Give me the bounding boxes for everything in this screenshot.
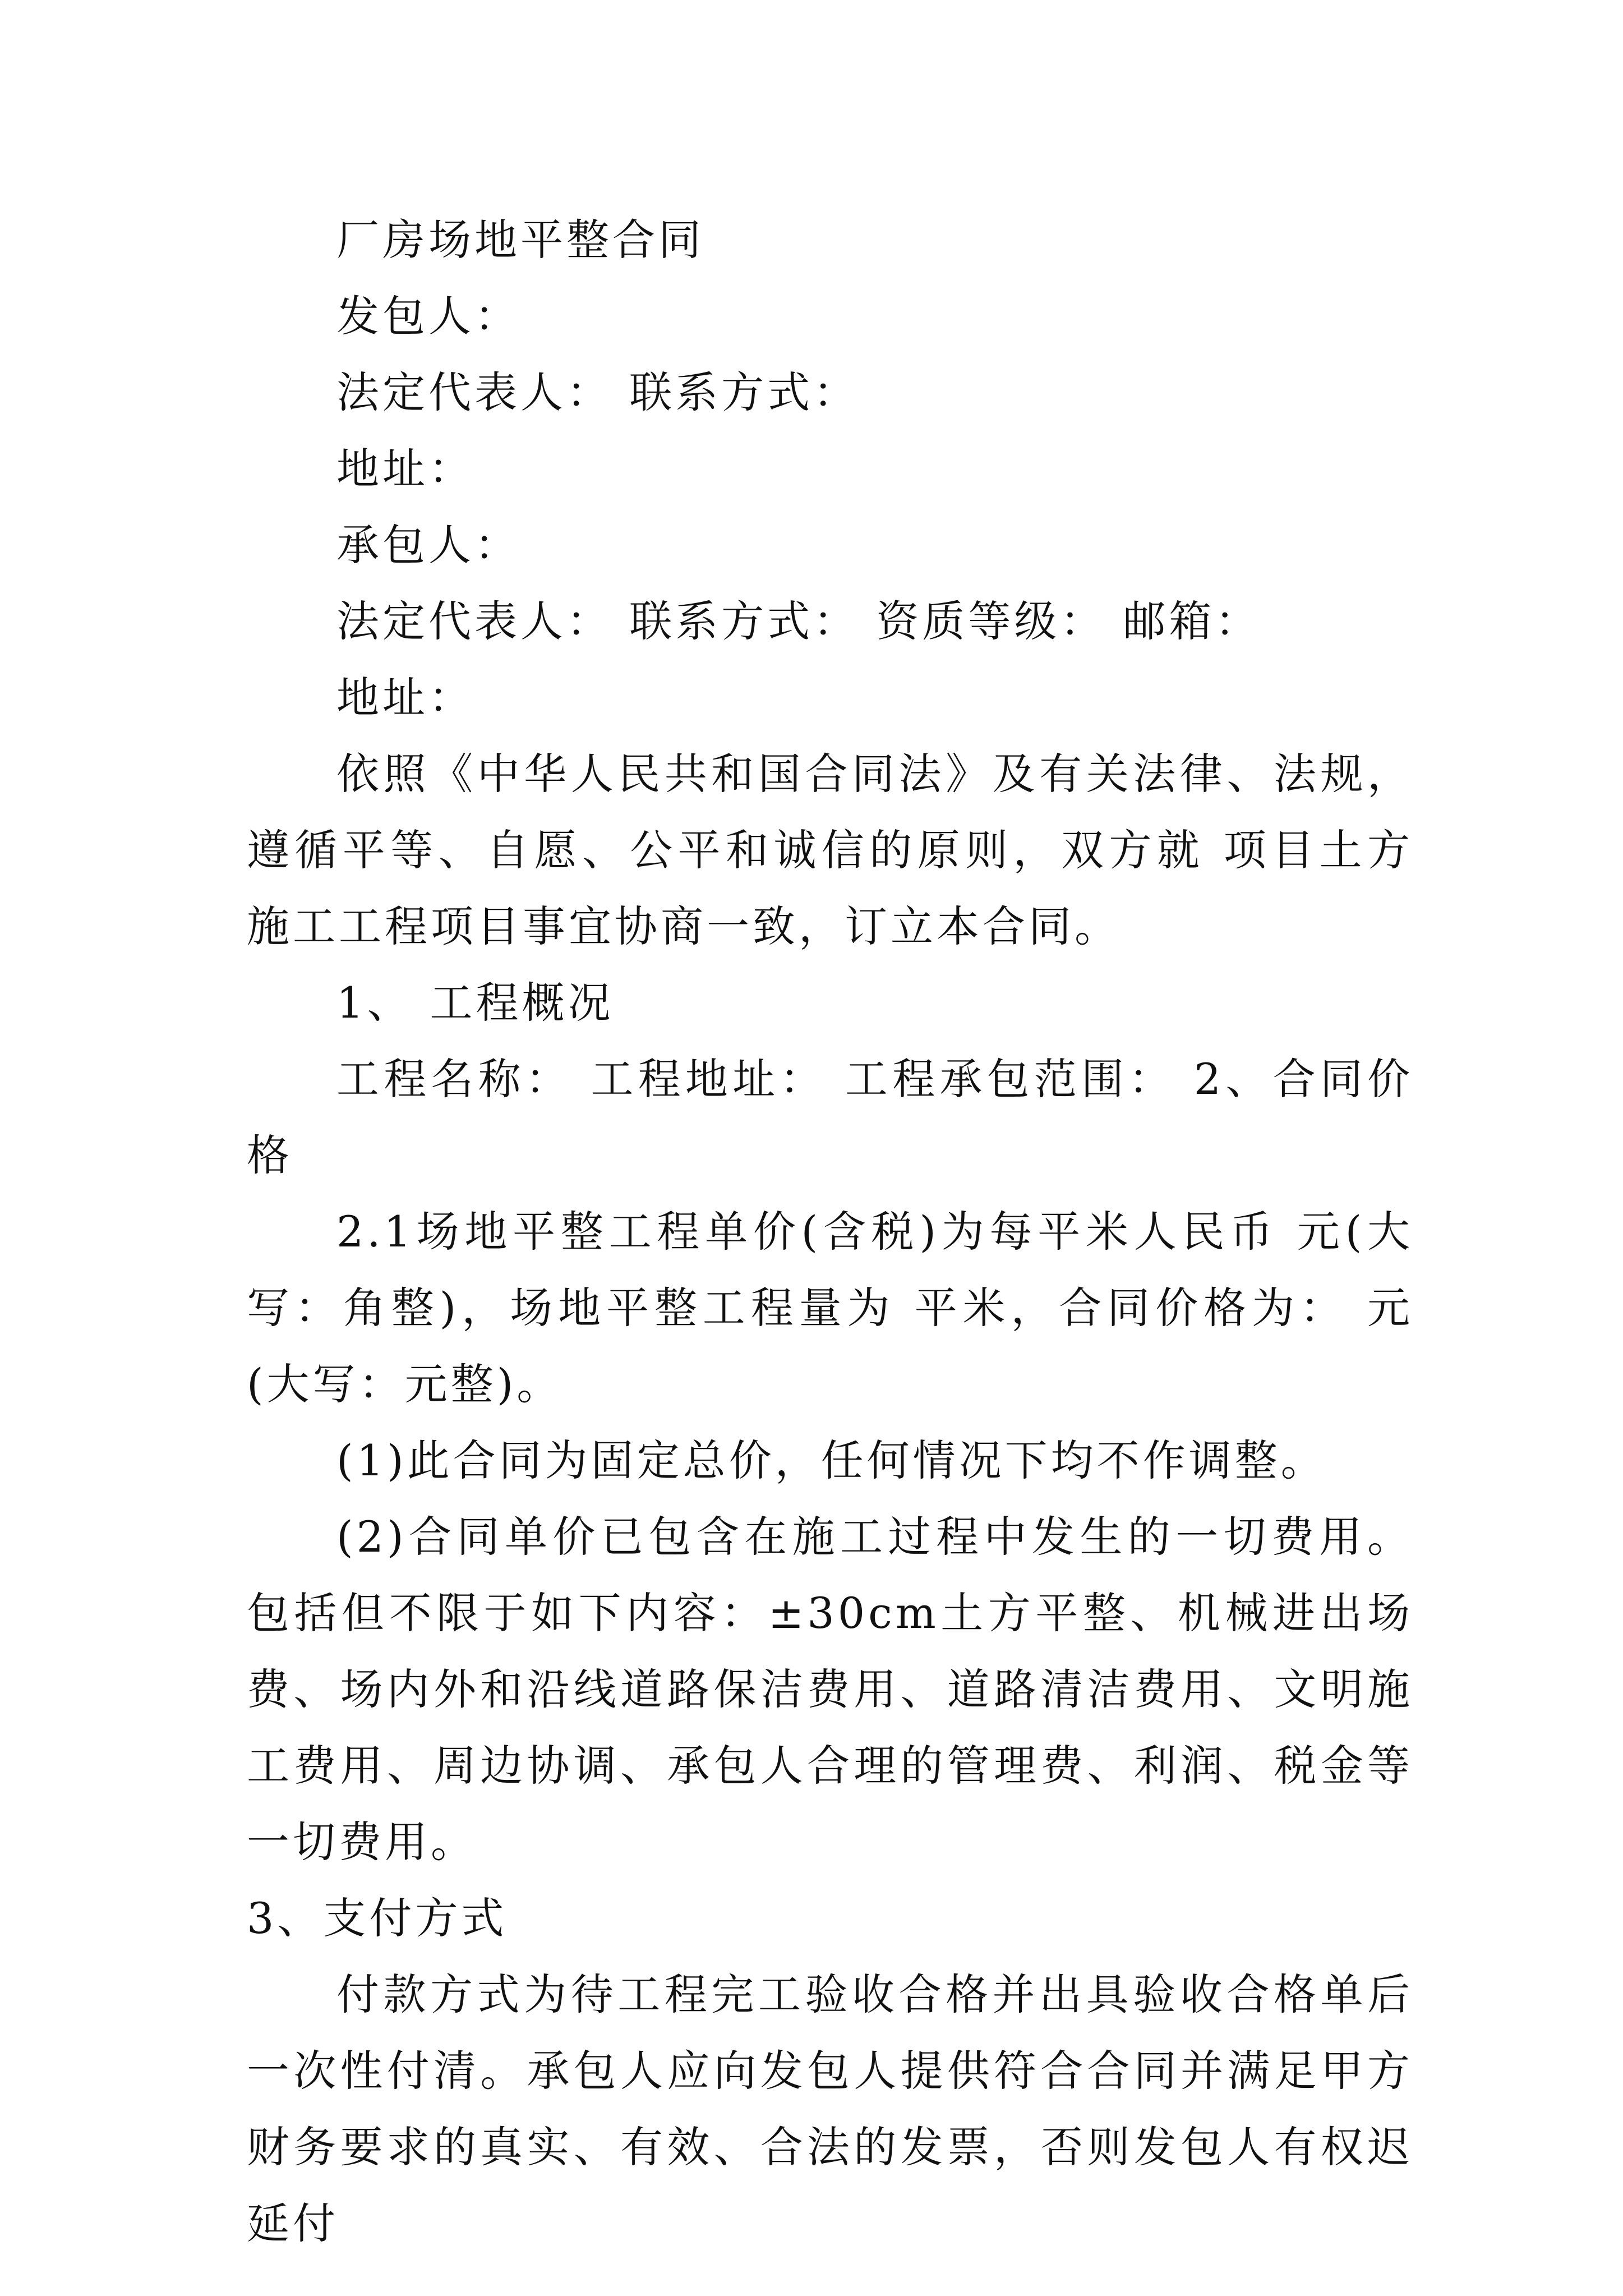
section-3-content: 付款方式为待工程完工验收合格并出具验收合格单后一次性付清。承包人应向发包人提供符合合同并满足甲方财务要求的真实、有效、合法的发票，否则发包人有权迟延付 [247,1970,1413,2248]
contract-body [247,202,1413,2262]
party-b-address: 地址： [336,673,474,723]
clause-2-1: 2.1场地平整工程单价(含税)为每平米人民币 元(大写：角整)，场地平整工程量为 平米，合同价格为： 元(大写：元整)。 [247,1207,1413,1409]
intro-paragraph: 依照《中华人民共和国合同法》及有关法律、法规，遵循平等、自愿、公平和诚信的原则，双方就 项目土方施工工程项目事宜协商一致，订立本合同。 [247,749,1413,951]
section-1-heading: 1、 工程概况 [336,978,614,1028]
party-b-representative: 法定代表人： 联系方式： 资质等级： 邮箱： [336,596,1261,646]
party-a-representative: 法定代表人： 联系方式： [336,367,860,417]
clause-2-1-item-2: (2)合同单价已包含在施工过程中发生的一切费用。包括但不限于如下内容：±30cm土方平整、机械进出场费、场内外和沿线道路保洁费用、道路清洁费用、文明施工费用、周边协调、承包人合理的管理费、利润、税金等一切费用。 [247,1512,1413,1867]
clause-2-1-item-1: (1)此合同为固定总价，任何情况下均不作调整。 [336,1435,1327,1485]
section-1-content: 工程名称： 工程地址： 工程承包范围： 2、合同价格 [247,1054,1413,1180]
document-title: 厂房场地平整合同 [336,215,704,265]
party-a-address: 地址： [336,444,474,494]
section-3-heading: 3、支付方式 [247,1893,508,1943]
party-b-label: 承包人： [336,520,520,570]
party-a-label: 发包人： [336,291,520,341]
